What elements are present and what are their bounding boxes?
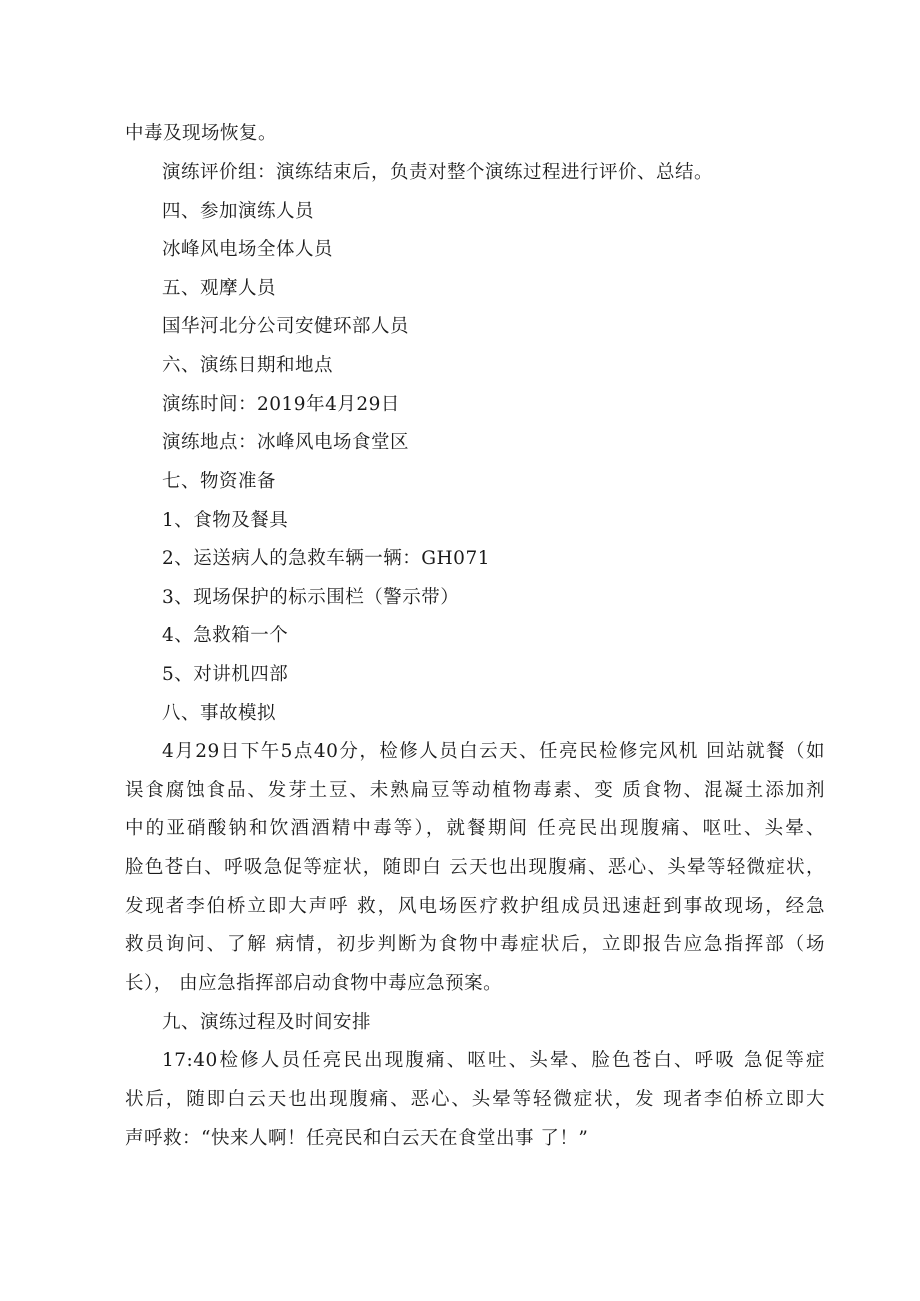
text-line: 中毒及现场恢复。 — [125, 123, 278, 144]
section-heading: 六、演练日期和地点 — [162, 355, 334, 376]
paragraph-line: 长）， 由应急指挥部启动食物中毒应急预案。 — [125, 973, 503, 994]
section-heading: 八、事故模拟 — [162, 703, 277, 724]
text-line: 演练时间：2019年4月29日 — [162, 394, 400, 415]
paragraph-line: 17:40检修人员任亮民出现腹痛、呕吐、头晕、脸色苍白、呼吸 急促等症 — [162, 1050, 825, 1071]
paragraph-line: 声呼救：“快来人啊！任亮民和白云天在食堂出事 了！” — [125, 1128, 589, 1149]
text-line: 冰峰风电场全体人员 — [162, 239, 334, 260]
section-heading: 五、观摩人员 — [162, 278, 277, 299]
section-heading: 九、演练过程及时间安排 — [162, 1012, 372, 1033]
paragraph-line: 脸色苍白、呼吸急促等症状，随即白 云天也出现腹痛、恶心、头晕等轻微症状， — [125, 857, 825, 878]
paragraph-line: 误食腐蚀食品、发芽土豆、未熟扁豆等动植物毒素、变 质食物、混凝土添加剂 — [125, 780, 825, 801]
paragraph-line: 状后，随即白云天也出现腹痛、恶心、头晕等轻微症状，发 现者李伯桥立即大 — [125, 1089, 825, 1110]
text-line: 国华河北分公司安健环部人员 — [162, 316, 410, 337]
paragraph-line: 救员询问、了解 病情，初步判断为食物中毒症状后，立即报告应急指挥部（场 — [125, 934, 825, 955]
section-heading: 七、物资准备 — [162, 471, 277, 492]
text-line: 演练地点：冰峰风电场食堂区 — [162, 432, 410, 453]
list-item: 5、对讲机四部 — [162, 664, 289, 685]
paragraph-line: 发现者李伯桥立即大声呼 救，风电场医疗救护组成员迅速赶到事故现场，经急 — [125, 896, 825, 917]
list-item: 1、食物及餐具 — [162, 510, 289, 531]
text-line: 演练评价组：演练结束后，负责对整个演练过程进行评价、总结。 — [162, 162, 714, 183]
list-item: 3、现场保护的标示围栏（警示带） — [162, 587, 460, 608]
list-item: 4、急救箱一个 — [162, 625, 289, 646]
section-heading: 四、参加演练人员 — [162, 201, 315, 222]
paragraph-line: 4月29日下午5点40分，检修人员白云天、任亮民检修完风机 回站就餐（如 — [162, 741, 825, 762]
list-item: 2、运送病人的急救车辆一辆：GH071 — [162, 548, 490, 569]
paragraph-line: 中的亚硝酸钠和饮酒酒精中毒等），就餐期间 任亮民出现腹痛、呕吐、头晕、 — [125, 818, 825, 839]
